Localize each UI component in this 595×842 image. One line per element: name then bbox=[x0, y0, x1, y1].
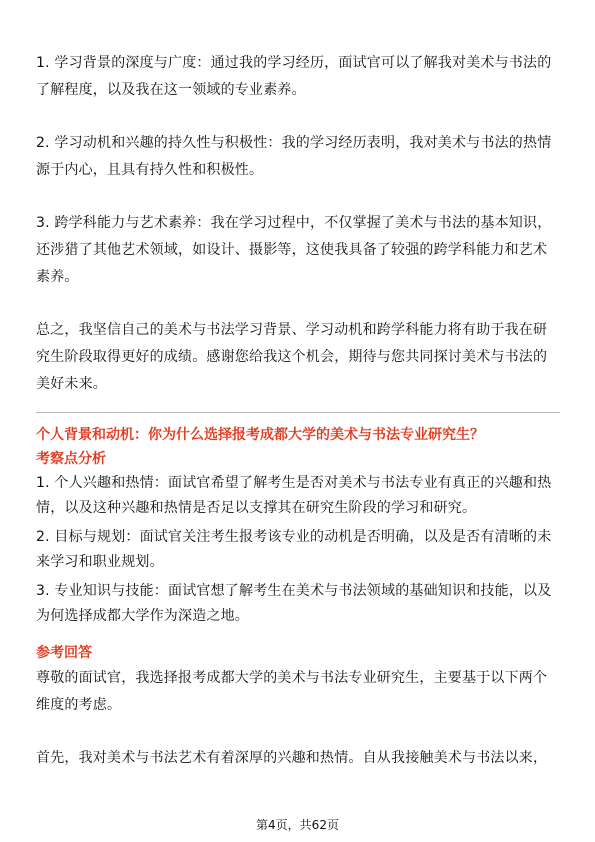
intro-point-3: 3. 跨学科能力与艺术素养：我在学习过程中，不仅掌握了美术与书法的基本知识，还涉猎了其他艺术领域，如设计、摄影等，这使我具备了较强的跨学科能力和艺术素养。 bbox=[36, 215, 552, 285]
analysis-heading: 考察点分析 bbox=[36, 451, 106, 467]
reference-paragraph-2: 首先，我对美术与书法艺术有着深厚的兴趣和热情。自从我接触美术与书法以来， bbox=[36, 750, 548, 766]
interview-question: 个人背景和动机：你为什么选择报考成都大学的美术与书法专业研究生？ bbox=[36, 427, 484, 443]
reference-answer-section bbox=[36, 641, 560, 772]
analysis-item-3: 3. 专业知识与技能：面试官想了解考生在美术与书法领域的基础知识和技能，以及为何选择成都大学作为深造之地。 bbox=[36, 583, 552, 624]
intro-point-2: 2. 学习动机和兴趣的持久性与积极性：我的学习经历表明，我对美术与书法的热情源于内心，且具有持久性和积极性。 bbox=[36, 135, 552, 178]
reference-heading: 参考回答 bbox=[36, 645, 92, 661]
analysis-section bbox=[36, 447, 560, 629]
page-footer: 第4页，共62页 bbox=[256, 818, 339, 832]
analysis-item-2: 2. 目标与规划：面试官关注考生报考该专业的动机是否明确，以及是否有清晰的未来学习和职业规划。 bbox=[36, 529, 552, 570]
document-page bbox=[36, 50, 560, 772]
conclusion-paragraph: 总之，我坚信自己的美术与书法学习背景、学习动机和跨学科能力将有助于我在研究生阶段取得更好的成绩。感谢您给我这个机会，期待与您共同探讨美术与书法的美好未来。 bbox=[36, 322, 548, 392]
reference-paragraph-1: 尊敬的面试官，我选择报考成都大学的美术与书法专业研究生，主要基于以下两个维度的考虑。 bbox=[36, 670, 548, 713]
intro-point-1: 1. 学习背景的深度与广度：通过我的学习经历，面试官可以了解我对美术与书法的了解程度，以及我在这一领域的专业素养。 bbox=[36, 55, 552, 98]
section-divider bbox=[36, 412, 560, 413]
analysis-item-1: 1. 个人兴趣和热情：面试官希望了解考生是否对美术与书法专业有真正的兴趣和热情，以及这种兴趣和热情是否足以支撑其在研究生阶段的学习和研究。 bbox=[36, 475, 552, 516]
